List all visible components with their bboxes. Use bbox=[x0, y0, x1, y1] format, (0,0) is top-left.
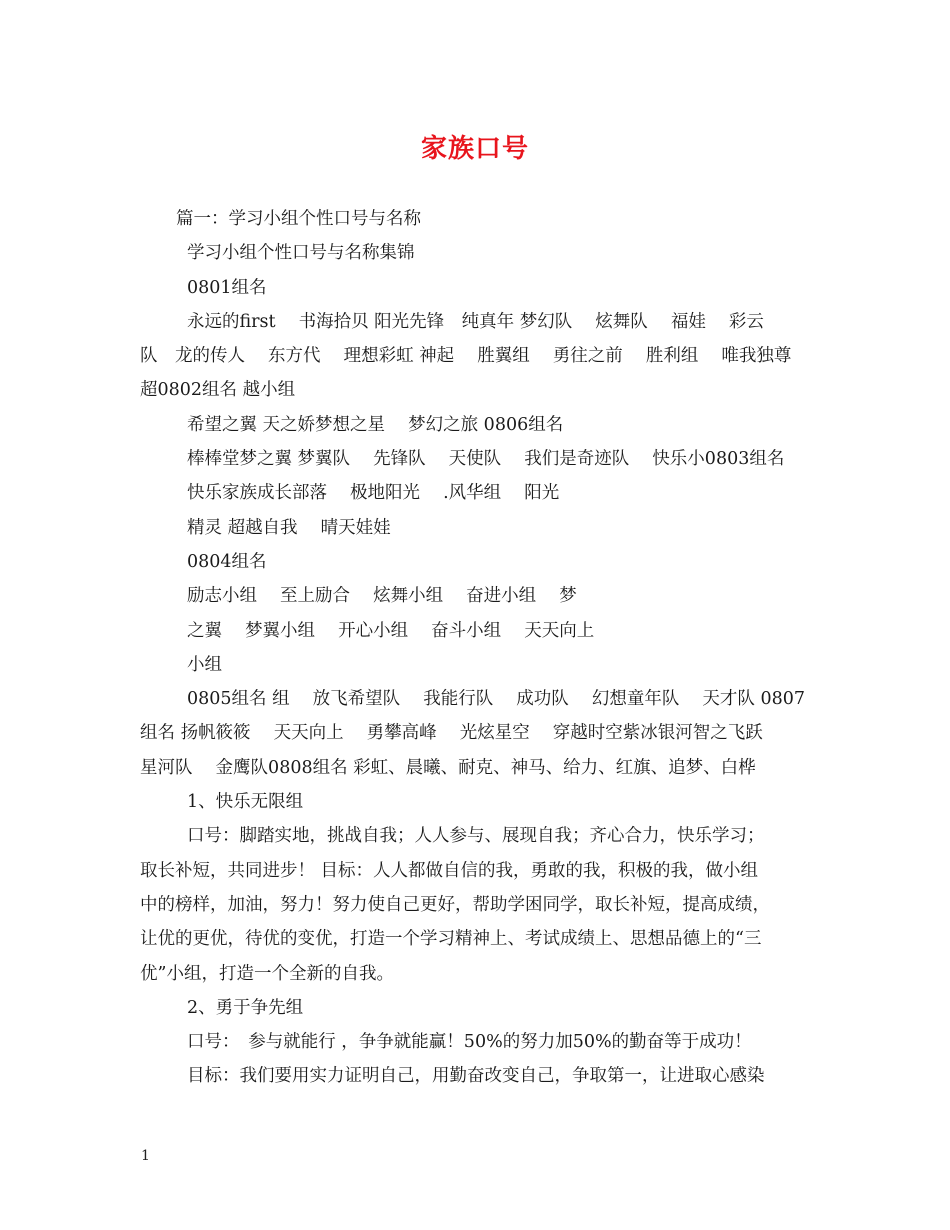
text-line: 取长补短，共同进步！ 目标：人人都做自信的我，勇敢的我，积极的我，做小组 bbox=[140, 860, 759, 881]
text-line: 星河队 金鹰队0808组名 彩虹、晨曦、耐克、神马、给力、红旗、追梦、白桦 bbox=[140, 757, 756, 778]
text-line: 组名 扬帆筱筱 天天向上 勇攀高峰 光炫星空 穿越时空紫冰银河智之飞跃 bbox=[140, 723, 763, 744]
text-line: 1、快乐无限组 bbox=[187, 792, 304, 813]
text-line: 口号： 参与就能行 ，争争就能赢！50%的努力加50%的勤奋等于成功！ bbox=[187, 1032, 752, 1053]
text-line: 目标：我们要用实力证明自己，用勤奋改变自己，争取第一，让进取心感染 bbox=[187, 1066, 765, 1087]
document-body bbox=[140, 202, 812, 1094]
text-line: 优”小组，打造一个全新的自我。 bbox=[140, 963, 394, 984]
text-line: 小组 bbox=[187, 654, 222, 675]
text-line: 学习小组个性口号与名称集锦 bbox=[187, 243, 415, 264]
text-line: 之翼 梦翼小组 开心小组 奋斗小组 天天向上 bbox=[187, 620, 595, 641]
page-number: 1 bbox=[141, 1148, 150, 1164]
text-line: 0804组名 bbox=[187, 551, 267, 572]
document-title: 家族口号 bbox=[420, 134, 529, 164]
text-line: 希望之翼 天之娇梦想之星 梦幻之旅 0806组名 bbox=[187, 414, 564, 435]
text-line: 棒棒堂梦之翼 梦翼队 先锋队 天使队 我们是奇迹队 快乐小0803组名 bbox=[187, 449, 785, 470]
text-line: 精灵 超越自我 晴天娃娃 bbox=[187, 517, 391, 538]
text-line: 超0802组名 越小组 bbox=[140, 380, 296, 401]
text-line: 0805组名 组 放飞希望队 我能行队 成功队 幻想童年队 天才队 0807 bbox=[187, 689, 806, 710]
text-line: 2、勇于争先组 bbox=[187, 997, 304, 1018]
text-line: 励志小组 至上励合 炫舞小组 奋进小组 梦 bbox=[187, 586, 577, 607]
text-line: 0801组名 bbox=[187, 277, 267, 298]
text-line: 篇一：学习小组个性口号与名称 bbox=[176, 209, 421, 229]
text-line: 中的榜样，加油，努力！努力使自己更好，帮助学困同学，取长补短，提高成绩， bbox=[140, 894, 770, 915]
text-line: 让优的更优，待优的变优，打造一个学习精神上、考试成绩上、思想品德上的“三 bbox=[140, 929, 762, 950]
text-line: 快乐家族成长部落 极地阳光 .风华组 阳光 bbox=[187, 483, 560, 504]
text-line: 口号：脚踏实地，挑战自我；人人参与、展现自我；齐心合力，快乐学习； bbox=[187, 826, 765, 847]
text-line: 永远的first 书海拾贝 阳光先锋 纯真年 梦幻队 炫舞队 福娃 彩云 bbox=[187, 311, 764, 332]
text-line: 队 龙的传人 东方代 理想彩虹 神起 胜翼组 勇往之前 胜利组 唯我独尊 bbox=[140, 346, 792, 367]
